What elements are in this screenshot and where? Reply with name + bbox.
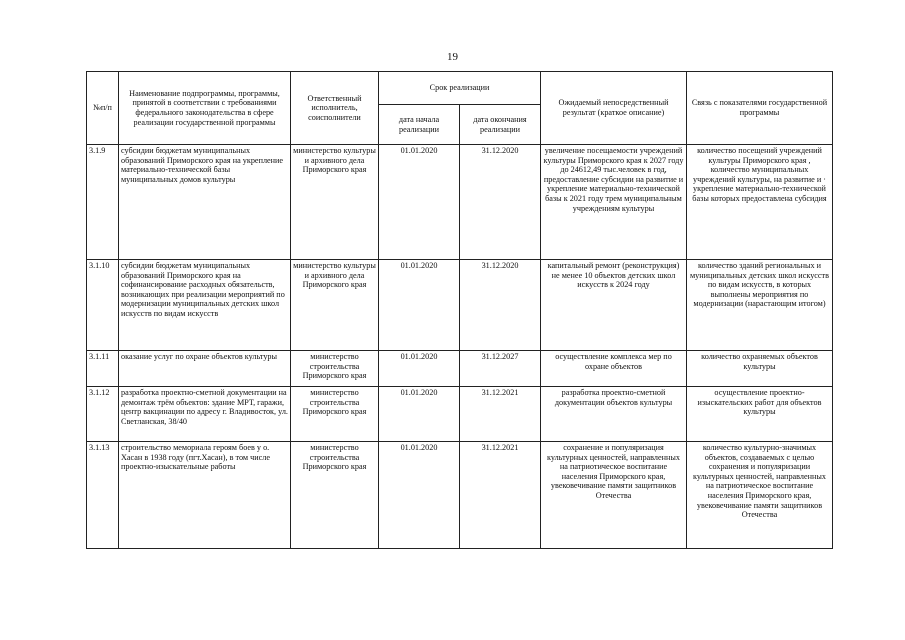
row-start-date: 01.01.2020 [379, 442, 460, 549]
row-result: увеличение посещаемости учреждений культуры Приморского края к 2027 году до 24612,49 тыс.человек в год, предоставление субсидии на развитие и укрепление материально-технической базы к 2021 году трем муниципальным учреждениям культуры [541, 145, 687, 260]
row-link: количество зданий региональных и муниципальных детских школ искусств по видам искусств, в которых выполнены мероприятия по модернизации (нарастающим итогом) [687, 260, 833, 351]
row-end-date: 31.12.2020 [460, 260, 541, 351]
row-number: 3.1.12 [87, 387, 119, 442]
row-responsible: министерство культуры и архивного дела Приморского края [291, 260, 379, 351]
row-number: 3.1.13 [87, 442, 119, 549]
row-link: количество культурно-значимых объектов, создаваемых с целью сохранения и популяризации культурных ценностей, направленных на патриотическое воспитание населения Приморского края, увековечивание памяти защитников Отечества [687, 442, 833, 549]
row-end-date: 31.12.2027 [460, 351, 541, 387]
row-link: количество посещений учреждений культуры Приморского края , количество муниципальных учреждений культуры, на развитие и · укрепление материально-технической базы которых предоставлена субсидия [687, 145, 833, 260]
row-link: осуществление проектно-изыскательских работ для объектов культуры [687, 387, 833, 442]
row-result: капитальный ремонт (реконструкция) не менее 10 объектов детских школ искусств к 2024 году [541, 260, 687, 351]
row-end-date: 31.12.2020 [460, 145, 541, 260]
row-end-date: 31.12.2021 [460, 387, 541, 442]
header-end-date: дата окончания реализации [460, 105, 541, 145]
header-name: Наименование подпрограммы, программы, принятой в соответствии с требованиями федерального законодательства в сфере реализации государственной программы [119, 72, 291, 145]
row-number: 3.1.11 [87, 351, 119, 387]
row-link: количество охраняемых объектов культуры [687, 351, 833, 387]
row-name: субсидии бюджетам муниципальных образований Приморского края на укрепление материально-технической базы муниципальных домов культуры [119, 145, 291, 260]
table-row [87, 351, 833, 387]
row-end-date: 31.12.2021 [460, 442, 541, 549]
row-start-date: 01.01.2020 [379, 260, 460, 351]
header-link: Связь с показателями государственной программы [687, 72, 833, 145]
row-start-date: 01.01.2020 [379, 145, 460, 260]
program-activities-table [86, 71, 833, 549]
row-name: субсидии бюджетам муниципальных образований Приморского края на софинансирование расходных обязательств, возникающих при реализации мероприятий по модернизации муниципальных детских школ искусств по видам искусств [119, 260, 291, 351]
header-start-date: дата начала реализации [379, 105, 460, 145]
row-responsible: министерство строительства Приморского края [291, 351, 379, 387]
row-name: строительство мемориала героям боев у о. Хасан в 1938 году (пгт.Хасан), в том числе проектно-изыскательные работы [119, 442, 291, 549]
row-result: осуществление комплекса мер по охране объектов [541, 351, 687, 387]
header-num: №п/п [87, 72, 119, 145]
header-term: Срок реализации [379, 72, 541, 105]
table-row [87, 145, 833, 260]
row-start-date: 01.01.2020 [379, 351, 460, 387]
header-responsible: Ответственный исполнитель, соисполнители [291, 72, 379, 145]
row-responsible: министерство строительства Приморского края [291, 387, 379, 442]
row-number: 3.1.9 [87, 145, 119, 260]
row-number: 3.1.10 [87, 260, 119, 351]
table-row [87, 442, 833, 549]
header-row-top [87, 72, 833, 105]
row-responsible: министерство культуры и архивного дела Приморского края [291, 145, 379, 260]
row-name: разработка проектно-сметной документации на демонтаж трём объектов: здание МРТ, гаражи, центр вакцинации по адресу г. Владивосток, ул. Светланская, 38/40 [119, 387, 291, 442]
row-result: разработка проектно-сметной документации объектов культуры [541, 387, 687, 442]
row-result: сохранение и популяризация культурных ценностей, направленных на патриотическое воспитание населения Приморского края, увековечивание памяти защитников Отечества [541, 442, 687, 549]
page-number: 19 [447, 51, 458, 63]
row-name: оказание услуг по охране объектов культуры [119, 351, 291, 387]
table-row [87, 260, 833, 351]
row-start-date: 01.01.2020 [379, 387, 460, 442]
row-responsible: министерство строительства Приморского края [291, 442, 379, 549]
header-result: Ожидаемый непосредственный результат (краткое описание) [541, 72, 687, 145]
table-row [87, 387, 833, 442]
